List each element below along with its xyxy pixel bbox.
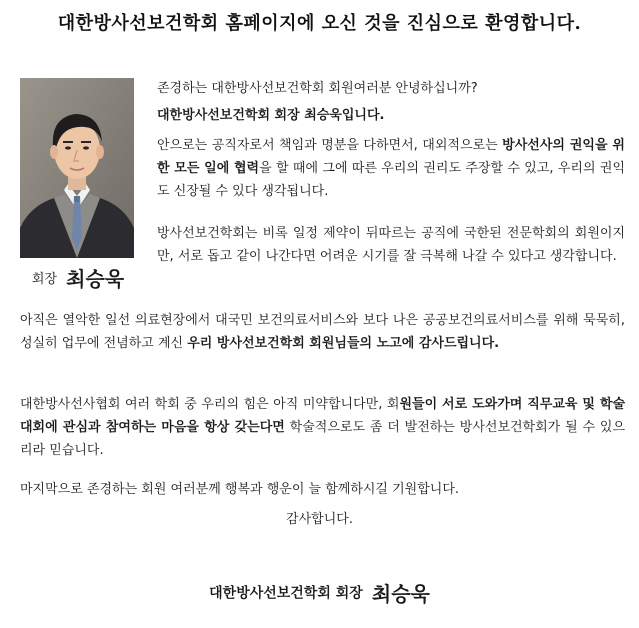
- caption-role: 회장: [31, 272, 58, 287]
- photo-caption: [20, 263, 136, 292]
- signature: [0, 578, 639, 607]
- paragraph-3-part-a: 아직은 열악한 일선 의료현장에서 대국민 보건의료서비스와 보다 나은 공공보건의료서비스를 위해 묵묵히, 성실히 업무에 전념하고 계신: [20, 313, 625, 351]
- paragraph-4: [20, 393, 625, 462]
- paragraph-1-part-a: 안으로는 공직자로서 책임과 명분을 다하면서, 대외적으로는: [157, 138, 503, 153]
- paragraph-1-emphasis: 방사선사의 권익을 위한 모든 일에 협력: [157, 138, 625, 176]
- paragraph-3-emphasis: 우리 방사선보건학회 회원님들의 노고에 감사드립니다.: [187, 336, 500, 351]
- paragraph-4-part-a: 대한방사선사협회 여러 학회 중 우리의 힘은 아직 미약합니다만, 회: [20, 397, 400, 412]
- greeting-text: 존경하는 대한방사선보건학회 회원여러분 안녕하십니까?: [157, 81, 478, 96]
- portrait-image: [20, 78, 134, 258]
- caption-name: 최승욱: [66, 267, 125, 291]
- paragraph-1-part-c: 을 할 때에 그에 따른 우리의 권리도 주장할 수 있고, 우리의 권익도 신장될 수 있다 생각됩니다.: [157, 161, 625, 199]
- paragraph-3: [20, 309, 625, 355]
- paragraph-2: 방사선보건학회는 비록 일정 제약이 뒤따르는 공직에 국한된 전문학회의 회원이지만, 서로 돕고 같이 나간다면 어려운 시기를 잘 극복해 나갈 수 있다고 생각합니다.: [157, 226, 625, 264]
- paragraph-4-part-c: 학술적으로도 좀 더 발전하는 방사선보건학회가 될 수 있으리라 믿습니다.: [20, 420, 626, 458]
- paragraph-4-emphasis: 원들이 서로 도와가며 직무교육 및 학술대회에 관심과 참여하는 마음을 항상 갖는다면: [20, 397, 625, 435]
- signature-name: 최승욱: [371, 582, 430, 606]
- paragraph-5: 마지막으로 존경하는 회원 여러분께 행복과 행운이 늘 함께하시길 기원합니다.: [20, 482, 460, 497]
- president-photo: [20, 78, 134, 258]
- thanks-text: 감사합니다.: [286, 512, 353, 527]
- paragraph-1: [157, 134, 625, 203]
- intro-text: 대한방사선보건학회 회장 최승욱입니다.: [157, 108, 385, 123]
- page-title: 대한방사선보건학회 홈페이지에 오신 것을 진심으로 환영합니다.: [57, 13, 582, 34]
- signature-org: 대한방사선보건학회 회장: [209, 585, 363, 602]
